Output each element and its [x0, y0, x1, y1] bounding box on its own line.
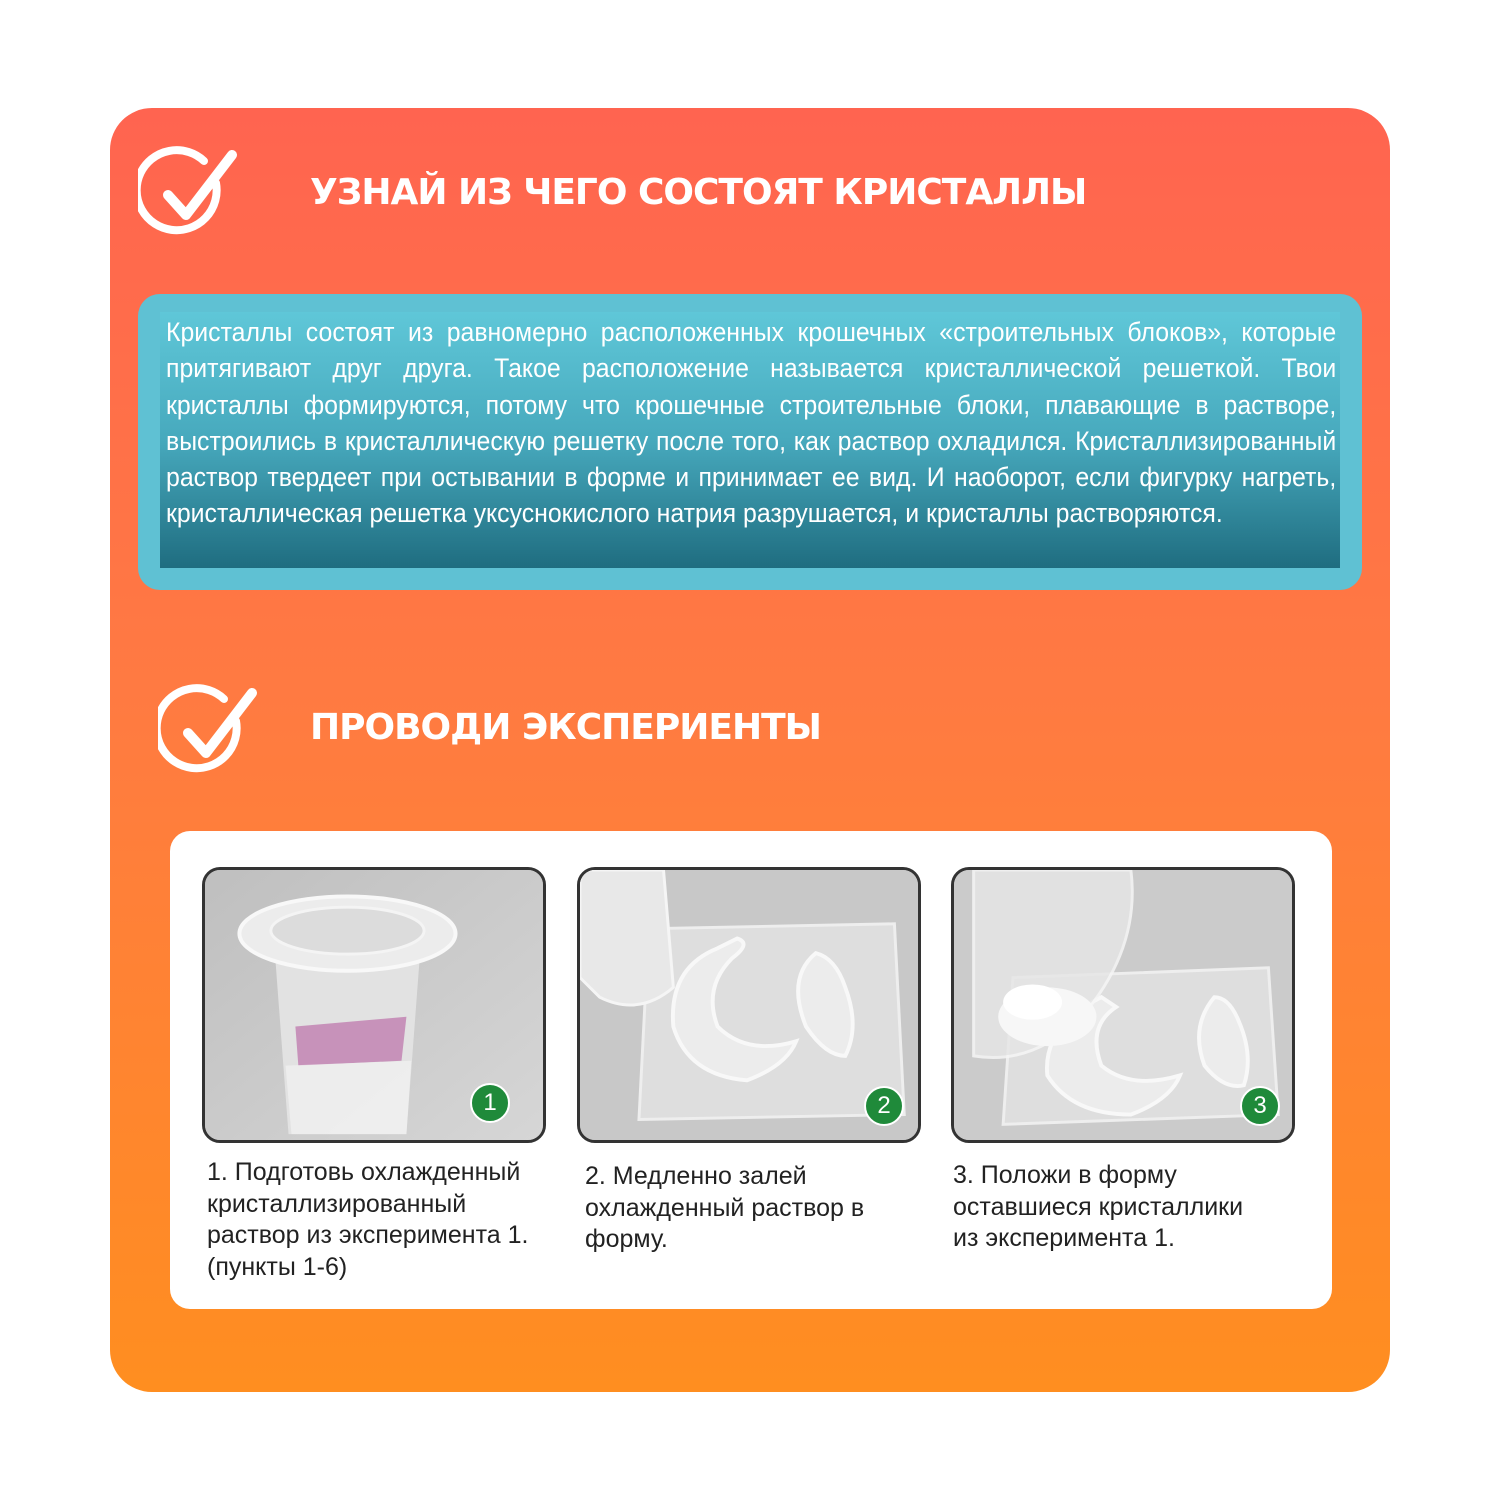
section-title-crystals: УЗНАЙ ИЗ ЧЕГО СОСТОЯТ КРИСТАЛЛЫ	[310, 172, 1087, 213]
step-3-caption: 3. Положи в форму оставшиеся кристаллики из эксперимента 1.	[953, 1161, 1244, 1252]
step-2-badge: 2	[864, 1086, 904, 1126]
section-title-experiments: ПРОВОДИ ЭКСПЕРИЕНТЫ	[310, 707, 821, 748]
check-circle-icon	[138, 145, 238, 245]
step-2-caption: 2. Медленно залей охлажденный раствор в форму.	[585, 1162, 865, 1253]
info-text: Кристаллы состоят из равномерно расположенных крошечных «строительных блоков», которые притягивают друг друга. Такое расположение называется кристаллической решеткой. Твои кристаллы формируются, потому что крошечные строительные блоки, плавающие в растворе, выстроились в кристаллическую решетку после того, как раствор охладился. Кристаллизированный раствор твердеет при остывании в форме и принимает ее вид. И наоборот, если фигурку нагреть, кристаллическая решетка уксуснокислого натрия разрушается, и кристаллы растворяются.	[166, 317, 1337, 529]
step-3-badge: 3	[1240, 1086, 1280, 1126]
step-1-caption: 1. Подготовь охлажденный кристаллизированный раствор из эксперимента 1. (пункты 1-6)	[207, 1158, 529, 1281]
step-1-badge: 1	[470, 1083, 510, 1123]
check-circle-icon	[158, 683, 258, 783]
